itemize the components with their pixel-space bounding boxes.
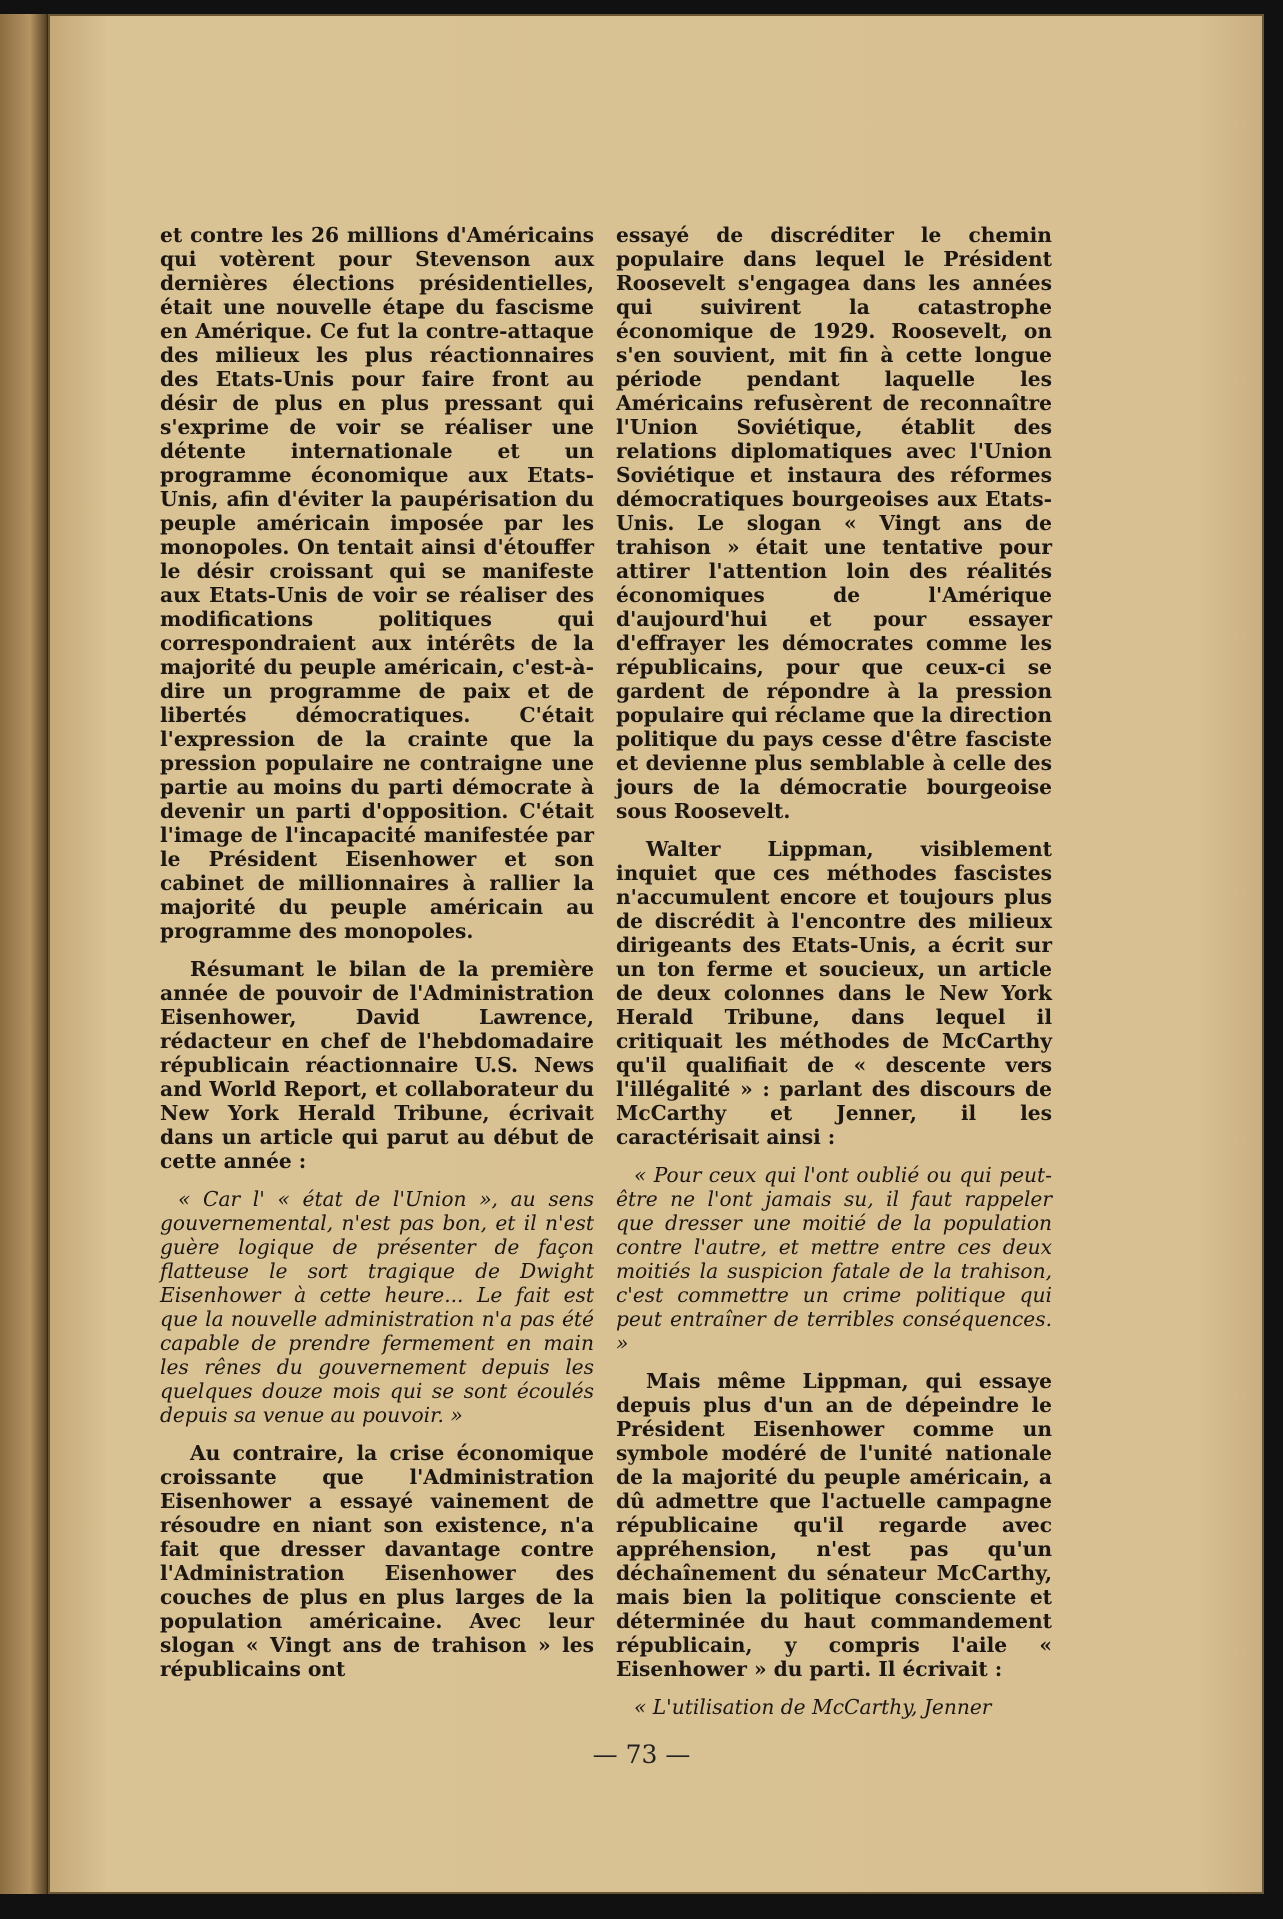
right-quote-lippman-2: « L'utilisation de McCarthy, Jenner xyxy=(634,1695,992,1719)
left-paragraph-3: Au contraire, la crise économique croissante que l'Administration Eisenhower a essayé vainement de résoudre en niant son existence, n'a fait que dresser davantage contre l'Administration Eisenhower des couches de plus en plus larges de la population américaine. Avec leur slogan « Vingt ans de trahison » les républicains ont xyxy=(160,1441,594,1681)
right-column xyxy=(616,223,1052,1719)
left-column xyxy=(160,223,594,1681)
book-binding xyxy=(0,14,48,1894)
right-paragraph-3: Mais même Lippman, qui essaye depuis plus d'un an de dépeindre le Président Eisenhower comme un symbole modéré de l'unité nationale de la majorité du peuple américain, a dû admettre que l'actuelle campagne républicaine qu'il regarde avec appréhension, n'est pas qu'un déchaînement du sénateur McCarthy, mais bien la politique consciente et déterminée du haut commandement républicain, y compris l'aile « Eisenhower » du parti. Il écrivait : xyxy=(616,1369,1052,1681)
left-paragraph-1: et contre les 26 millions d'Américains qui votèrent pour Stevenson aux dernières élections présidentielles, était une nouvelle étape du fascisme en Amérique. Ce fut la contre-attaque des milieux les plus réactionnaires des Etats-Unis pour faire front au désir de plus en plus pressant qui s'exprime de voir se réaliser une détente internationale et un programme économique aux Etats-Unis, afin d'éviter la paupérisation du peuple américain imposée par les monopoles. On tentait ainsi d'étouffer le désir croissant qui se manifeste aux Etats-Unis de voir se réaliser des modifications politiques qui correspondraient aux intérêts de la majorité du peuple américain, c'est-à-dire un programme de paix et de libertés démocratiques. C'était l'expression de la crainte que la pression populaire ne contraigne une partie au moins du parti démocrate à devenir un parti d'opposition. C'était l'image de l'incapacité manifestée par le Président Eisenhower et son cabinet de millionnaires à rallier la majorité du peuple américain au programme des monopoles. xyxy=(160,223,594,943)
right-paragraph-1: essayé de discréditer le chemin populaire dans lequel le Président Roosevelt s'engagea dans les années qui suivirent la catastrophe économique de 1929. Roosevelt, on s'en souvient, mit fin à cette longue période pendant laquelle les Américains refusèrent de reconnaître l'Union Soviétique, établit des relations diplomatiques avec l'Union Soviétique et instaura des réformes démocratiques bourgeoises aux Etats-Unis. Le slogan « Vingt ans de trahison » était une tentative pour attirer l'attention loin des réalités économiques de l'Amérique d'aujourd'hui et pour essayer d'effrayer les démocrates comme les républicains, pour que ceux-ci se gardent de répondre à la pression populaire qui réclame que la direction politique du pays cesse d'être fasciste et devienne plus semblable à celle des jours de la démocratie bourgeoise sous Roosevelt. xyxy=(616,223,1052,823)
left-paragraph-2: Résumant le bilan de la première année de pouvoir de l'Administration Eisenhower, David Lawrence, rédacteur en chef de l'hebdomadaire républicain réactionnaire U.S. News and World Report, et collaborateur du New York Herald Tribune, écrivait dans un article qui parut au début de cette année : xyxy=(160,957,594,1173)
page-number: — 73 — xyxy=(592,1740,691,1769)
left-quote-lawrence: « Car l' « état de l'Union », au sens gouvernemental, n'est pas bon, et il n'est guère logique de présenter de façon flatteuse le sort tragique de Dwight Eisenhower à cette heure... Le fait est que la nouvelle administration n'a pas été capable de prendre fermement en main les rênes du gouvernement depuis les quelques douze mois qui se sont écoulés depuis sa venue au pouvoir. » xyxy=(160,1187,594,1427)
right-paragraph-2: Walter Lippman, visiblement inquiet que ces méthodes fascistes n'accumulent encore et toujours plus de discrédit à l'encontre des milieux dirigeants des Etats-Unis, a écrit sur un ton ferme et soucieux, un article de deux colonnes dans le New York Herald Tribune, dans lequel il critiquait les méthodes de McCarthy qu'il qualifiait de « descente vers l'illégalité » : parlant des discours de McCarthy et Jenner, il les caractérisait ainsi : xyxy=(616,837,1052,1149)
right-quote-lippman: « Pour ceux qui l'ont oublié ou qui peut-être ne l'ont jamais su, il faut rappeler que dresser une moitié de la population contre l'autre, et mettre entre ces deux moitiés la suspicion fatale de la trahison, c'est commettre un crime politique qui peut entraîner de terribles conséquences. » xyxy=(616,1163,1052,1355)
